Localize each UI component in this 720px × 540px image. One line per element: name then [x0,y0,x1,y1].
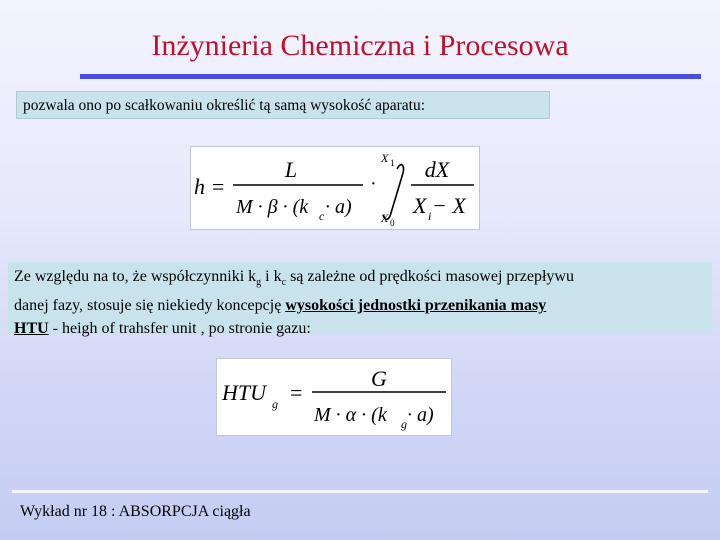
numerator-dX: dX [424,157,450,182]
denominator-left: M · β · (k [236,196,309,218]
numerator-L: L [284,157,298,182]
explanation-paragraph [8,262,712,338]
height-formula [190,146,480,230]
denominator-left-sub: c [319,209,325,223]
integral-lower-sub: 0 [390,218,395,228]
title-divider [80,74,701,79]
integral-upper: X [381,151,389,165]
denominator-right: X [413,193,427,218]
denominator-right-end: − X [432,193,466,218]
htu-formula [216,358,452,436]
intro-text: pozwala ono po scałkowaniu określić tą samą wysokość aparatu: [16,91,550,119]
htu-formula-svg [217,359,451,435]
htu-concept: wysokości jednostki przenikania masy [285,297,547,315]
footer-text: Wykład nr 18 : ABSORPCJA ciągła [20,503,251,520]
slide-title: Inżynieria Chemiczna i Procesowa [151,29,569,62]
multiply-dot: · [370,173,377,195]
htu-lhs: HTU [222,380,267,405]
paragraph-line-1: Ze względu na to, że współczynniki $k_g$ i $k_c$ są zależne od prędkości masowej przepływu [14,268,574,289]
numerator-G: G [371,366,387,391]
integral-lower: X [381,211,389,225]
footer-divider [12,490,708,493]
integral-upper-sub: 1 [390,158,395,168]
paragraph-line-3: HTU - heigh of trahsfer unit , po stronie gazu: [14,320,311,338]
htu-abbrev: HTU [14,320,49,338]
htu-lhs-sub: g [272,397,278,411]
height-formula-svg [191,147,479,229]
htu-denominator: M · α · (k [314,404,387,426]
denominator-right-sub: i [428,209,432,223]
htu-denominator-sub: g [401,417,407,431]
h-lhs: h = [194,174,226,199]
equals-sign: = [290,380,303,405]
htu-denominator-end: · a) [407,404,434,426]
denominator-left-end: · a) [325,196,352,218]
paragraph-line-2: danej fazy, stosuje się niekiedy koncepcję wysokości jednostki przenikania masy [14,297,547,315]
